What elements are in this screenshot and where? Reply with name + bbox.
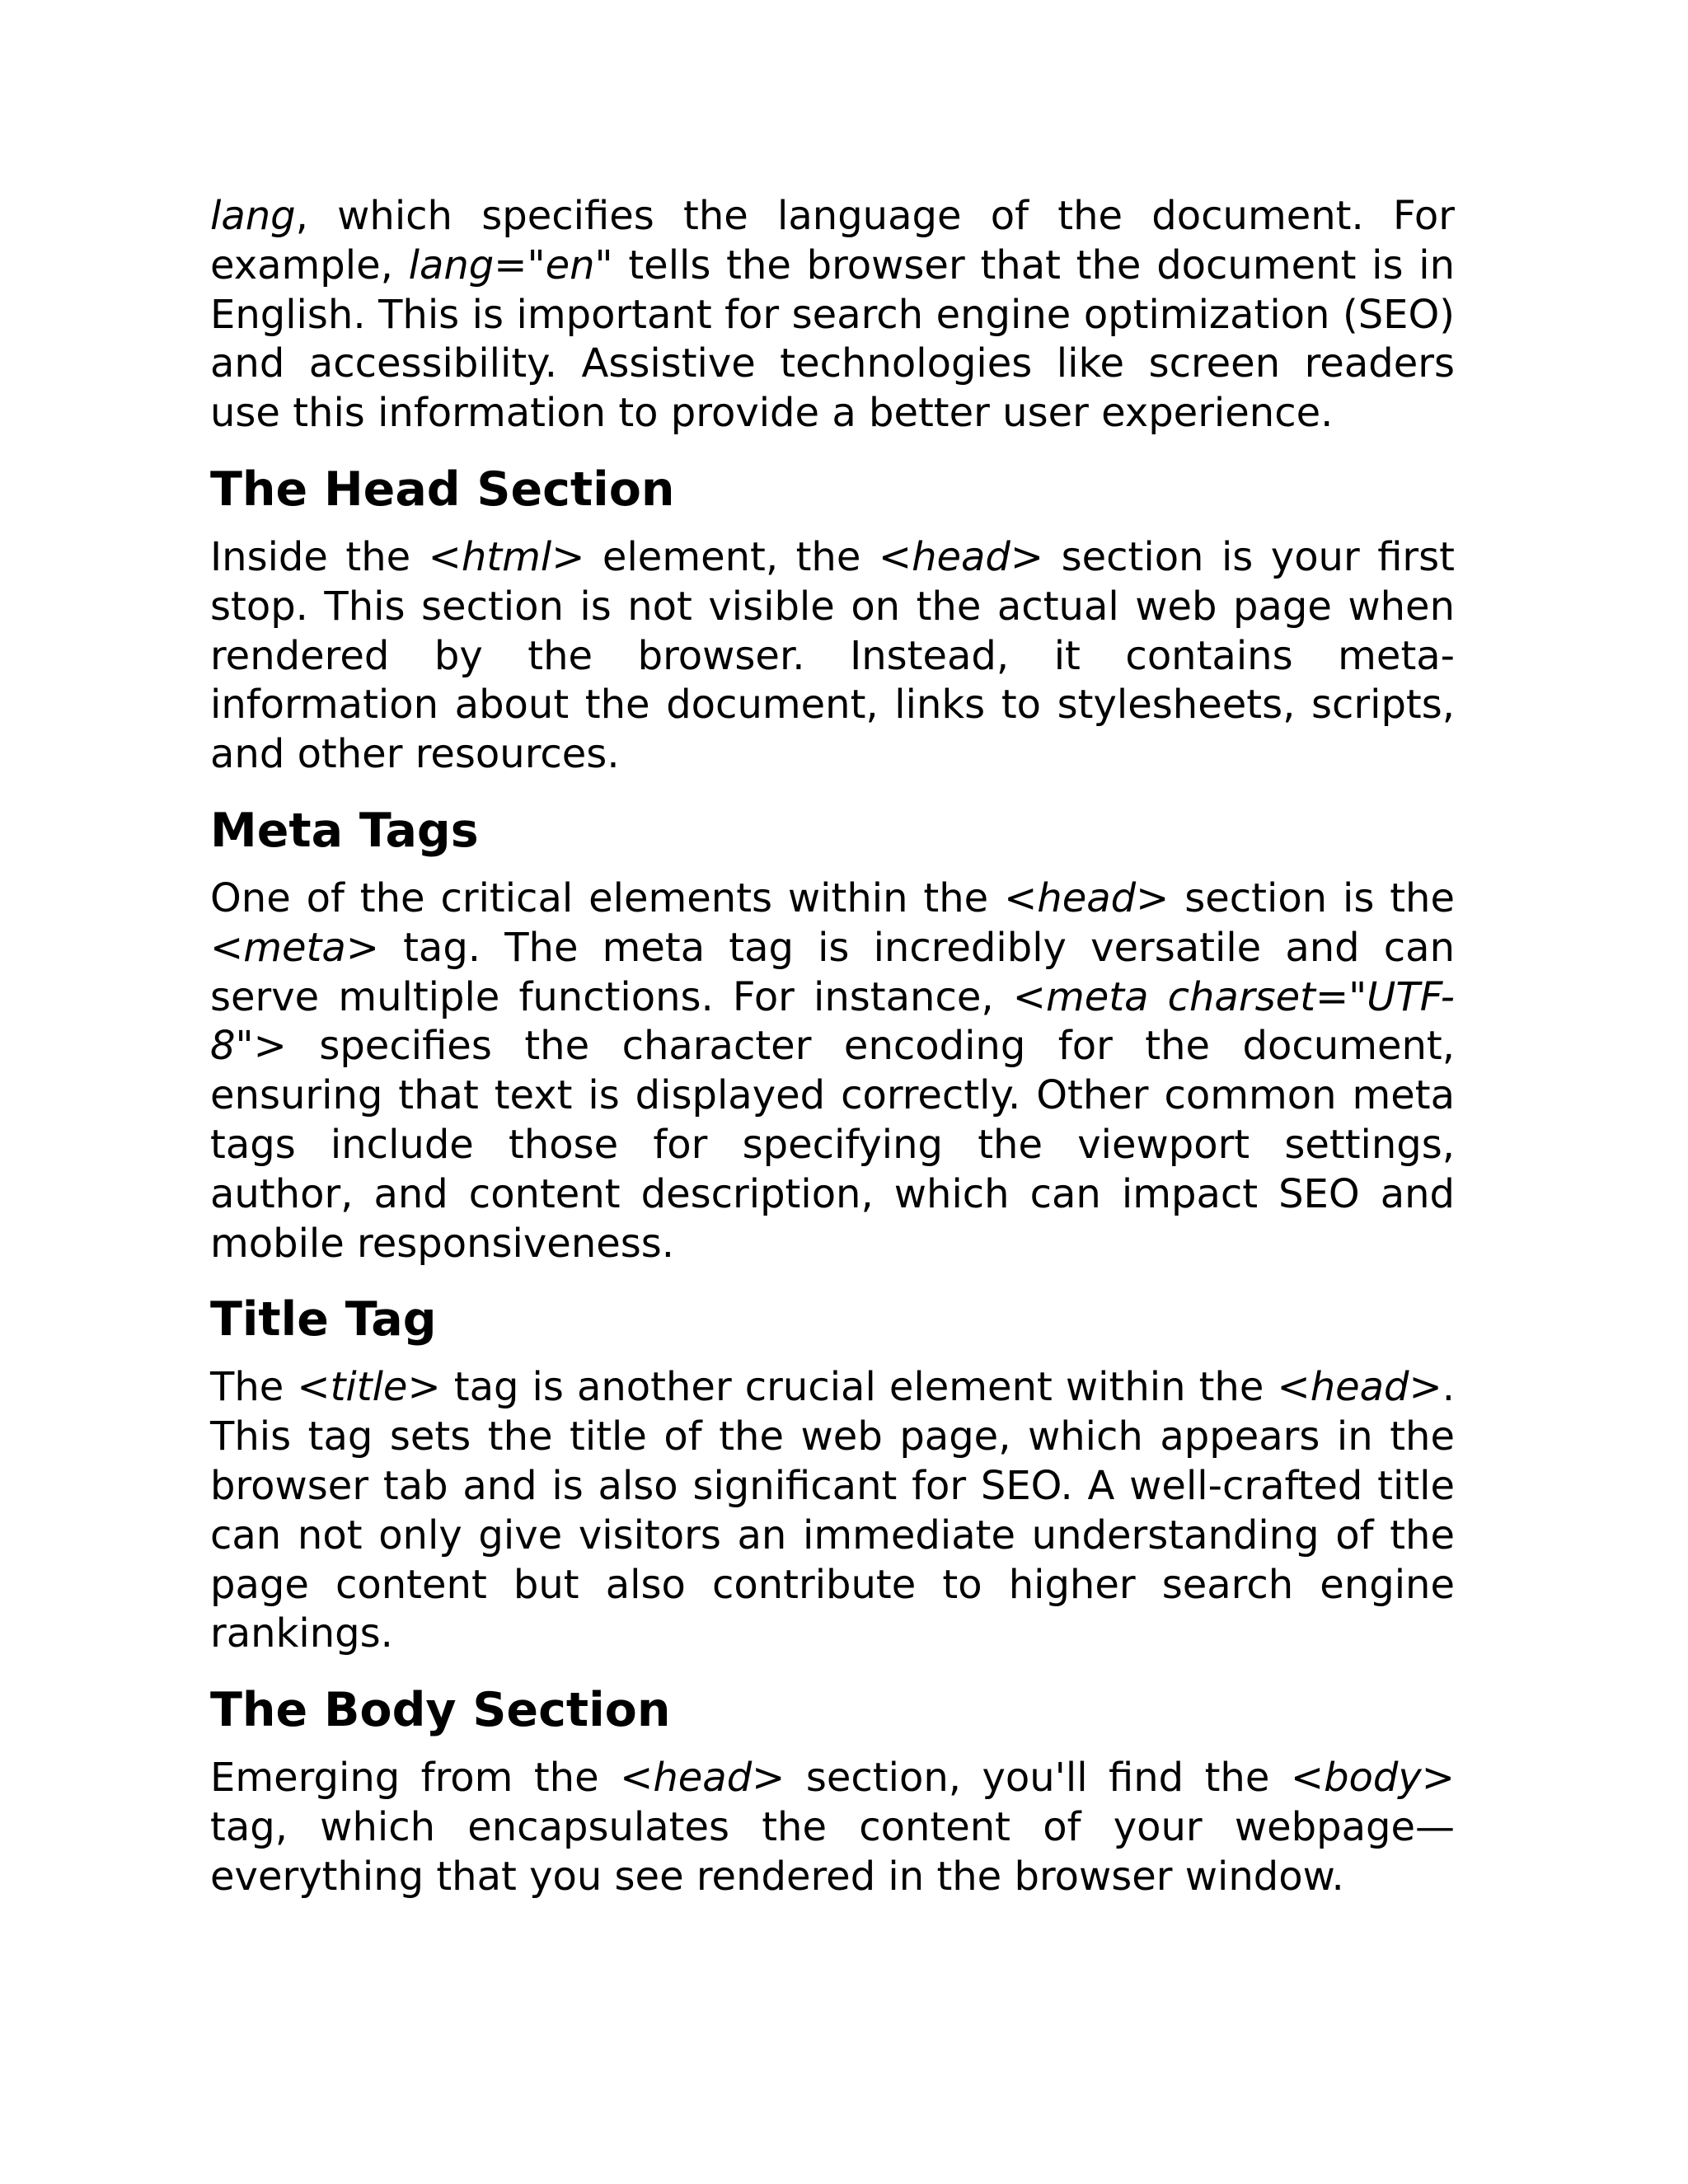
text-segment: , which specifies the language of the document. For example, <box>210 193 1455 288</box>
head-section-paragraph <box>210 533 1455 780</box>
text-segment: lang <box>210 193 296 239</box>
text-segment: The <box>210 1364 298 1411</box>
text-segment: element, the <box>584 533 879 580</box>
text-segment: lang <box>408 241 495 288</box>
text-segment: Emerging from the <box>210 1755 621 1802</box>
text-segment: section, you'll find the <box>785 1755 1291 1802</box>
text-segment: tag, which encapsulates the content of your webpage—everything that you see rendered in the browser window. <box>210 1803 1455 1900</box>
text-segment: <head> <box>620 1755 785 1802</box>
text-segment: <meta> <box>210 924 379 971</box>
text-segment: UTF-8 <box>210 973 1455 1070</box>
section-heading-body: The Body Section <box>210 1683 671 1738</box>
text-segment: tag is another crucial element within the <box>440 1364 1278 1411</box>
text-segment: <body> <box>1290 1755 1456 1802</box>
text-segment: " tells the browser that the document is in English. This is important for search engine optimization (SEO) and accessibility. Assistive technologies like screen readers use this information to provide a better user experience. <box>210 241 1455 437</box>
text-segment: tag. The meta tag is incredibly versatile and can serve multiple functions. For instance, <box>210 924 1455 1020</box>
text-segment: <head> <box>1004 874 1170 921</box>
meta-tags-paragraph <box>210 874 1455 1268</box>
text-segment: <head> <box>878 533 1044 580</box>
text-segment: section is the <box>1169 874 1456 921</box>
text-segment: <title> <box>297 1364 441 1411</box>
document-page <box>210 192 1455 1902</box>
section-heading-head: The Head Section <box>210 462 675 517</box>
section-heading-meta-tags: Meta Tags <box>210 803 479 858</box>
text-segment: <meta charset <box>1012 973 1315 1020</box>
text-segment: One of the critical elements within the <box>210 874 1005 921</box>
body-section-paragraph <box>210 1754 1455 1901</box>
text-segment: =" <box>494 241 546 288</box>
text-segment: <html> <box>428 533 585 580</box>
text-segment: section is your first stop. This section is not visible on the actual web page when rendered by the browser. Instead, it contains meta-information about the document, links to stylesheets, scripts, and other resources. <box>210 533 1455 778</box>
intro-paragraph <box>210 192 1455 438</box>
section-heading-title-tag: Title Tag <box>210 1292 437 1347</box>
text-segment: "> specifies the character encoding for the document, ensuring that text is displayed correctly. Other common meta tags include those for specifying the viewport settings, author, and content description, which can impact SEO and mobile responsiveness. <box>210 1023 1455 1267</box>
title-tag-paragraph <box>210 1363 1455 1659</box>
text-segment: Inside the <box>210 533 429 580</box>
text-segment: =" <box>1315 973 1367 1020</box>
text-segment: <head> <box>1277 1364 1442 1411</box>
text-segment: . This tag sets the title of the web page, which appears in the browser tab and is also significant for SEO. A well-crafted title can not only give visitors an immediate understanding of the page content but also contribute to higher search engine rankings. <box>210 1364 1456 1657</box>
text-segment: en <box>545 241 595 288</box>
